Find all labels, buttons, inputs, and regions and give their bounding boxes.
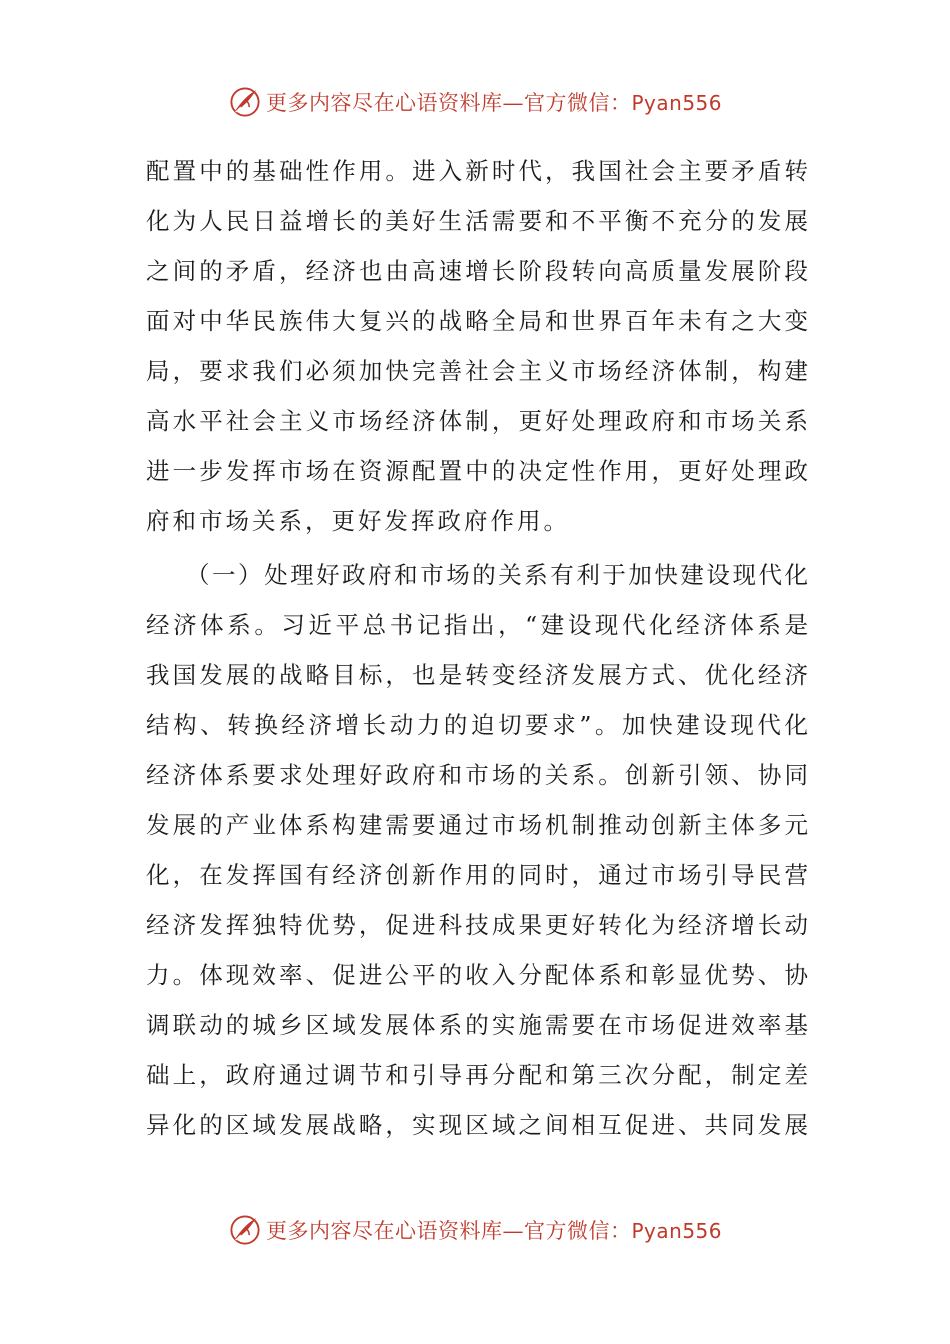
header-banner [0,82,950,122]
wechat-id: Pyan556 [631,1219,722,1243]
text-line: 之间的矛盾，经济也由高速增长阶段转向高质量发展阶段 [146,257,808,285]
text-line: 经济发挥独特优势，促进科技成果更好转化为经济增长动 [146,911,808,939]
text-line: 我国发展的战略目标，也是转变经济发展方式、优化经济 [146,661,808,689]
text-line: 府和市场关系，更好发挥政府作用。 [146,507,570,535]
text-line: 力。体现效率、促进公平的收入分配体系和彰显优势、协 [146,961,808,989]
text-line: （一）处理好政府和市场的关系有利于加快建设现代化 [186,561,808,589]
text-line: 结构、转换经济增长动力的迫切要求”。加快建设现代化 [146,711,808,739]
text-line: 配置中的基础性作用。进入新时代，我国社会主要矛盾转 [146,157,808,185]
text-line: 经济体系。习近平总书记指出，“建设现代化经济体系是 [146,611,808,639]
quill-logo-icon [228,1213,262,1247]
footer-banner [0,1210,950,1250]
text-line: 局，要求我们必须加快完善社会主义市场经济体制，构建 [146,357,808,385]
paragraph-1 [146,146,808,546]
text-line: 经济体系要求处理好政府和市场的关系。创新引领、协同 [146,761,808,789]
text-line: 异化的区域发展战略，实现区域之间相互促进、共同发展 [146,1111,808,1139]
text-line: 高水平社会主义市场经济体制，更好处理政府和市场关系 [146,407,808,435]
text-line: 调联动的城乡区域发展体系的实施需要在市场促进效率基 [146,1011,808,1039]
banner-text: 更多内容尽在心语资料库—官方微信：Pyan556 [265,1219,722,1243]
wechat-id: Pyan556 [631,91,722,115]
text-line: 进一步发挥市场在资源配置中的决定性作用，更好处理政 [146,457,808,485]
document-body [146,146,808,1150]
text-line: 发展的产业体系构建需要通过市场机制推动创新主体多元 [146,811,808,839]
text-line: 面对中华民族伟大复兴的战略全局和世界百年未有之大变 [146,307,808,335]
text-line: 础上，政府通过调节和引导再分配和第三次分配，制定差 [146,1061,808,1089]
text-line: 化，在发挥国有经济创新作用的同时，通过市场引导民营 [146,861,808,889]
quill-logo-icon [228,85,262,119]
banner-text: 更多内容尽在心语资料库—官方微信：Pyan556 [265,91,722,115]
text-line: 化为人民日益增长的美好生活需要和不平衡不充分的发展 [146,207,808,235]
paragraph-2 [146,550,808,1150]
